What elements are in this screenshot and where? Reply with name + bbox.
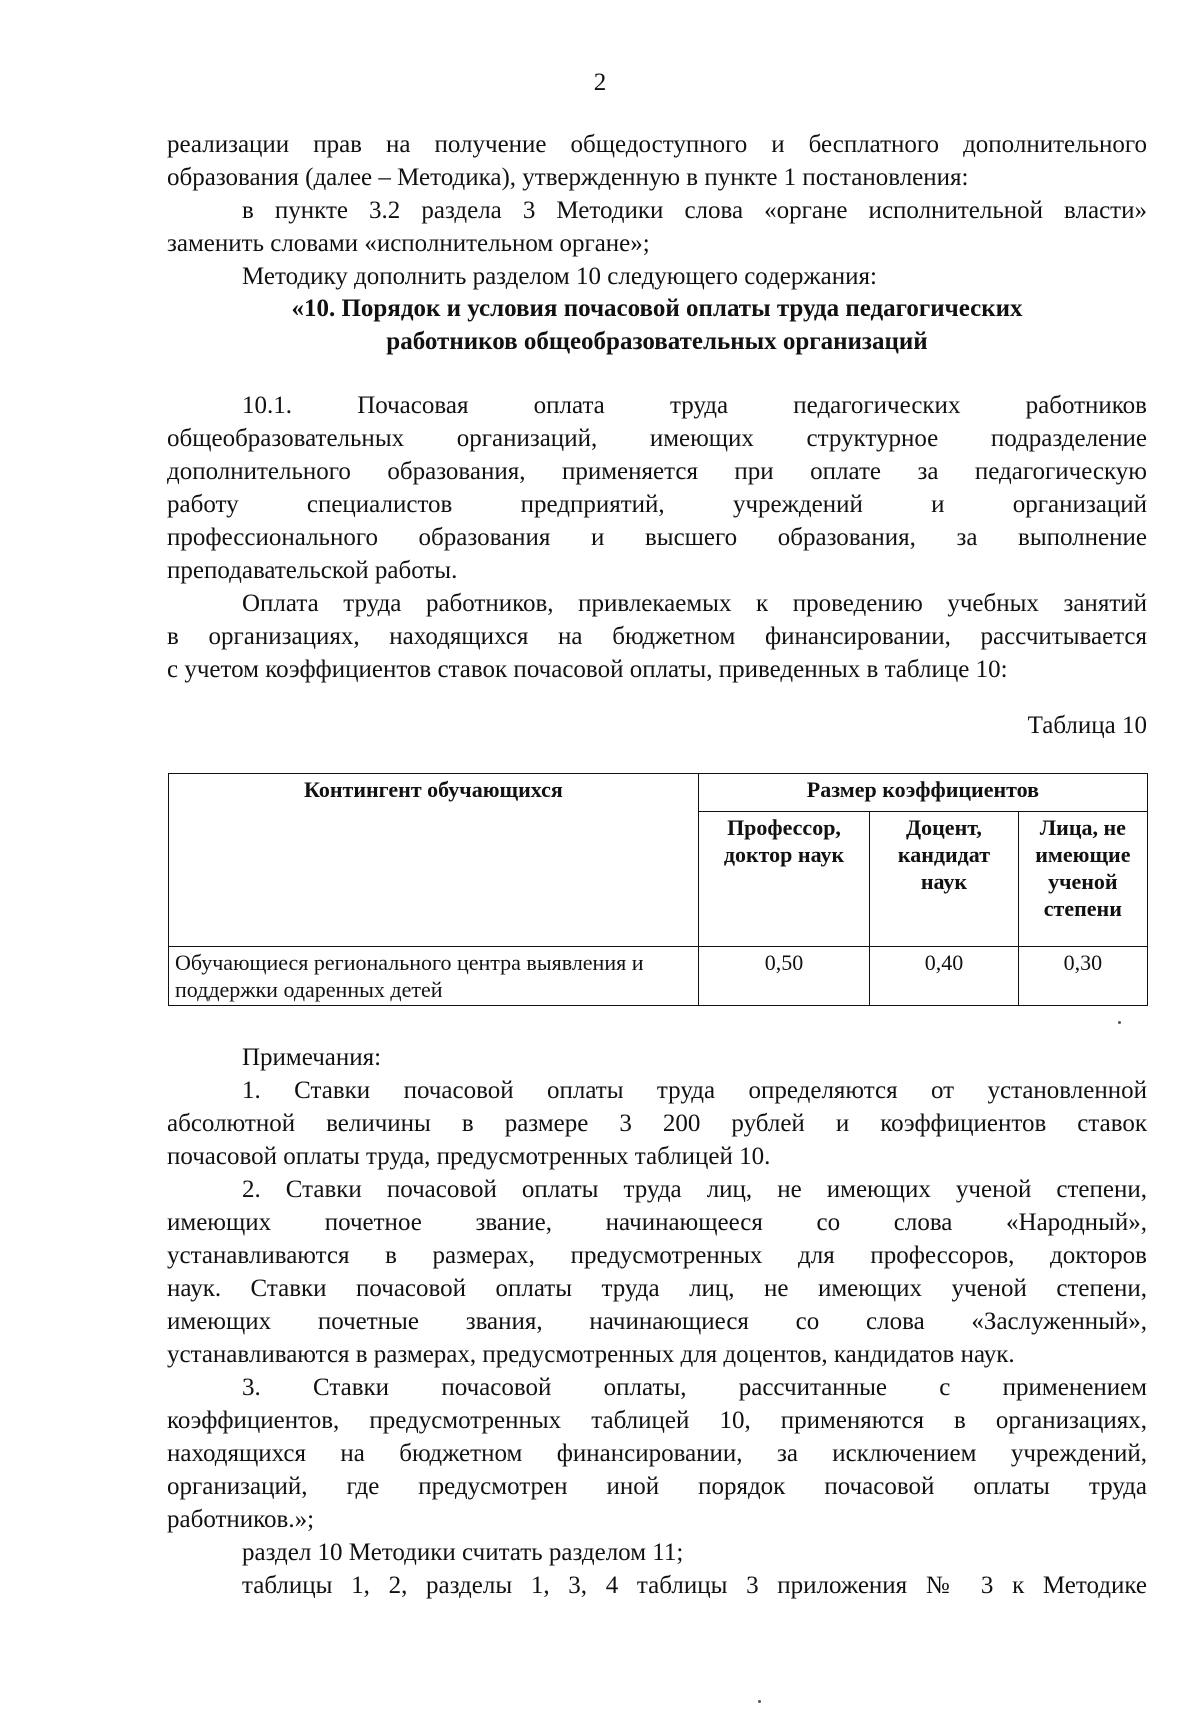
text-line: работников.»; (167, 1506, 315, 1533)
header-no-degree: Лица, не имеющие ученой степени (1018, 812, 1147, 947)
table-row (169, 947, 1148, 1006)
scan-speck (1118, 1021, 1121, 1024)
amendment-item-1 (167, 194, 1147, 260)
text-line: 2. Ставки почасовой оплаты труда лиц, не имеющих ученой степени, (242, 1176, 1147, 1203)
table-caption: Таблица 10 (1027, 712, 1147, 739)
text-line: в пункте 3.2 раздела 3 Методики слова «органе исполнительной власти» (242, 197, 1147, 224)
section-heading (167, 292, 1147, 358)
text-line: имеющих почетное звание, начинающееся со слова «Народный», (167, 1209, 1147, 1236)
text-line: образования (далее – Методика), утвержденную в пункте 1 постановления: (167, 164, 969, 191)
text-line: наук. Ставки почасовой оплаты труда лиц, не имеющих ученой степени, (167, 1275, 1147, 1302)
cell-professor-value: 0,50 (698, 947, 869, 1006)
coefficient-table (168, 773, 1148, 1006)
scan-speck (758, 1700, 761, 1703)
text-line: общеобразовательных организаций, имеющих структурное подразделение (167, 425, 1147, 452)
text-line: заменить словами «исполнительном органе»; (167, 230, 650, 257)
tail-line-1: раздел 10 Методики считать разделом 11; (242, 1539, 684, 1566)
text-line: в организациях, находящихся на бюджетном финансировании, рассчитывается (167, 623, 1147, 650)
cell-contingent: Обучающиеся регионального центра выявления и поддержки одаренных детей (169, 947, 699, 1006)
text-line: имеющих почетные звания, начинающиеся со слова «Заслуженный», (167, 1308, 1147, 1335)
notes-title: Примечания: (242, 1044, 382, 1071)
text-line: устанавливаются в размерах, предусмотренных для профессоров, докторов (167, 1242, 1147, 1269)
text-line: профессионального образования и высшего образования, за выполнение (167, 524, 1147, 551)
text-line: абсолютной величины в размере 3 200 рублей и коэффициентов ставок (167, 1110, 1147, 1137)
note-3 (167, 1371, 1147, 1536)
text-line: организаций, где предусмотрен иной порядок почасовой оплаты труда (167, 1473, 1147, 1500)
note-2 (167, 1173, 1147, 1371)
text-line: дополнительного образования, применяется при оплате за педагогическую (167, 458, 1147, 485)
paragraph-10-1 (167, 389, 1147, 587)
text-line: устанавливаются в размерах, предусмотренных для доцентов, кандидатов наук. (167, 1341, 1015, 1368)
header-professor: Профессор, доктор наук (698, 812, 869, 947)
text-line: 1. Ставки почасовой оплаты труда определяются от установленной (242, 1077, 1147, 1104)
header-contingent: Контингент обучающихся (169, 774, 699, 947)
cell-no-degree-value: 0,30 (1018, 947, 1147, 1006)
tail-paragraph (167, 1569, 1147, 1602)
amendment-item-2: Методику дополнить разделом 10 следующего содержания: (242, 263, 877, 290)
text-line: таблицы 1, 2, разделы 1, 3, 4 таблицы 3 приложения № 3 к Методике (242, 1572, 1147, 1599)
text-line: с учетом коэффициентов ставок почасовой оплаты, приведенных в таблице 10: (167, 656, 1008, 683)
heading-line: «10. Порядок и условия почасовой оплаты труда педагогических (291, 295, 1023, 322)
text-line: Оплата труда работников, привлекаемых к проведению учебных занятий (242, 590, 1147, 617)
text-line: почасовой оплаты труда, предусмотренных таблицей 10. (167, 1143, 771, 1170)
heading-line: работников общеобразовательных организаций (386, 328, 928, 355)
text-line: находящихся на бюджетном финансировании, за исключением учреждений, (167, 1440, 1147, 1467)
cell-docent-value: 0,40 (870, 947, 1018, 1006)
paragraph-payment (167, 587, 1147, 686)
text-line: 10.1. Почасовая оплата труда педагогических работников (242, 392, 1147, 419)
note-1 (167, 1074, 1147, 1173)
text-line: коэффициентов, предусмотренных таблицей 10, применяются в организациях, (167, 1407, 1147, 1434)
text-line: преподавательской работы. (167, 557, 458, 584)
page-number: 2 (593, 69, 607, 96)
header-docent: Доцент, кандидат наук (870, 812, 1018, 947)
text-line: реализации прав на получение общедоступного и бесплатного дополнительного (167, 131, 1147, 158)
text-line: работу специалистов предприятий, учреждений и организаций (167, 491, 1147, 518)
header-coefficient-size: Размер коэффициентов (698, 774, 1147, 812)
intro-paragraph (167, 128, 1147, 194)
text-line: 3. Ставки почасовой оплаты, рассчитанные с применением (242, 1374, 1147, 1401)
